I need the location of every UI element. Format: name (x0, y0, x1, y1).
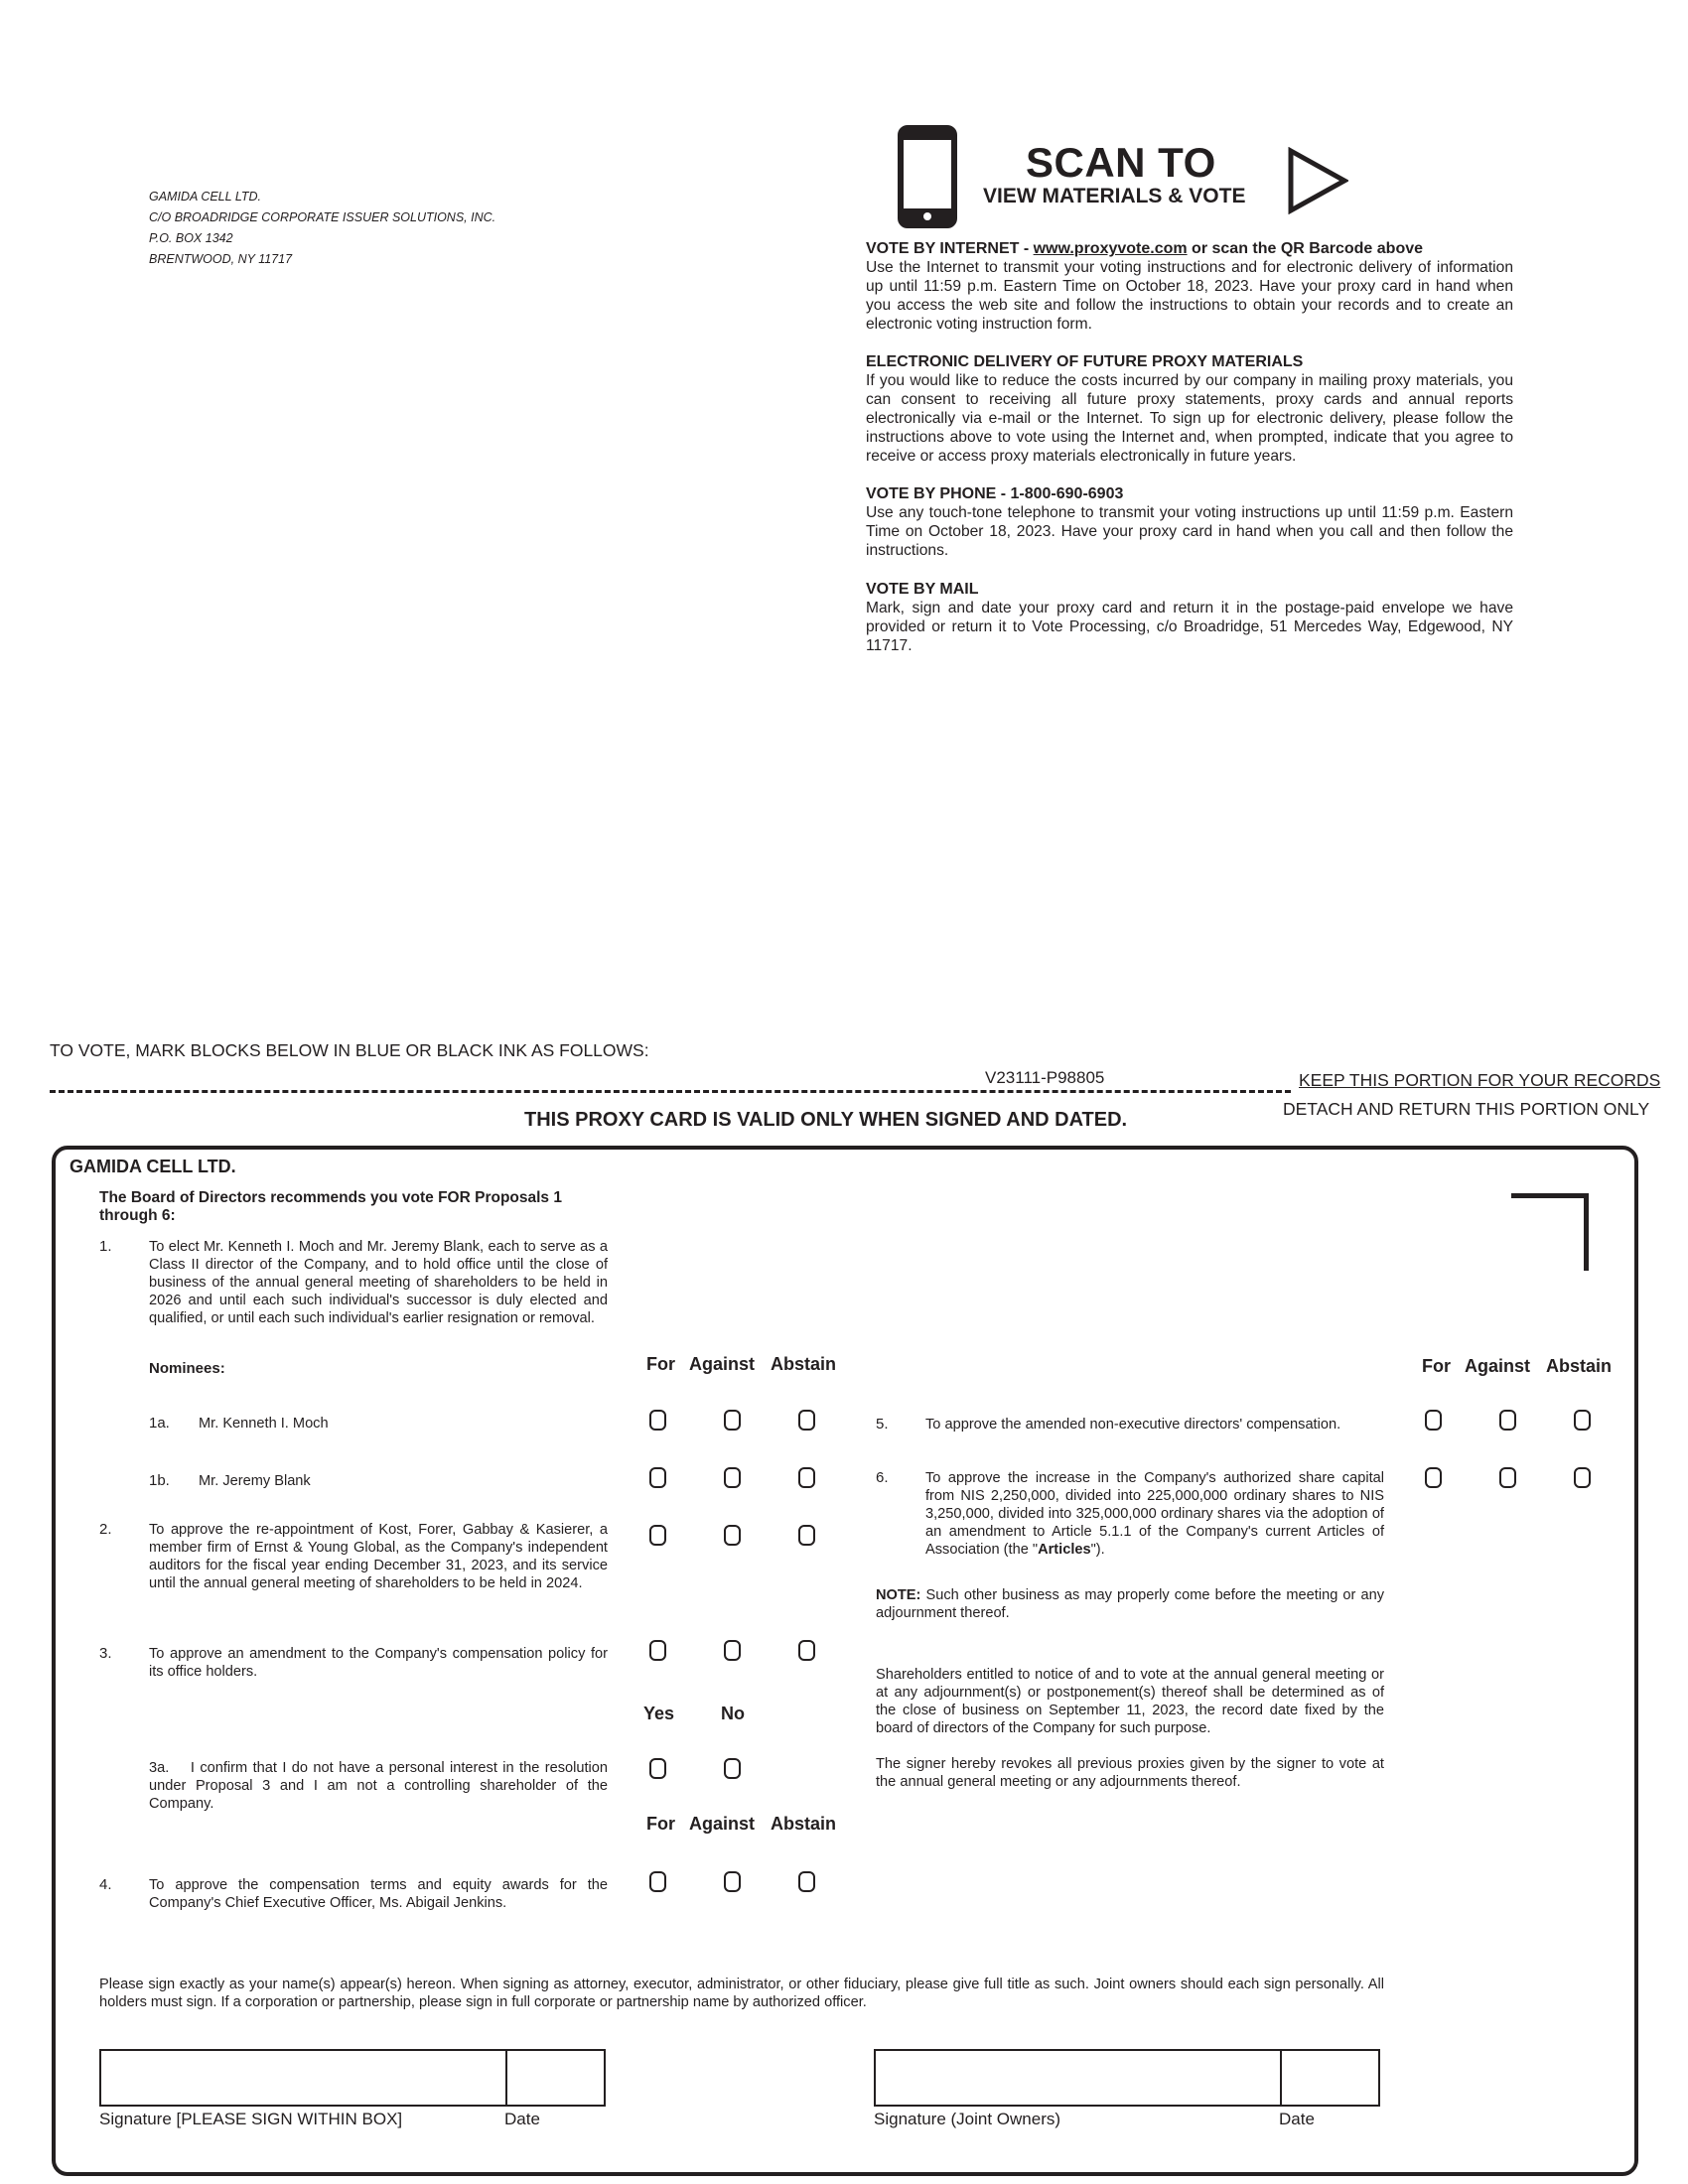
proposal-number: 3a. (149, 1760, 170, 1776)
vote-internet-suffix: or scan the QR Barcode above (1187, 240, 1424, 257)
col-header-against: Against (689, 1814, 756, 1834)
p6-against-checkbox[interactable] (1499, 1467, 1516, 1488)
proxyvote-link[interactable]: www.proxyvote.com (1033, 240, 1188, 257)
p6-for-checkbox[interactable] (1425, 1467, 1442, 1488)
col-header-abstain: Abstain (771, 1354, 837, 1374)
vote-phone-body: Use any touch-tone telephone to transmit your voting instructions up until 11:59 p.m. Eastern Time on October 18, 2023. Have your proxy card in hand when you call and then follow the instructions. (866, 504, 1513, 559)
p1a-for-checkbox[interactable] (649, 1410, 666, 1431)
smartphone-icon (898, 125, 957, 228)
proposal-1-text: To elect Mr. Kenneth I. Moch and Mr. Jeremy Blank, each to serve as a Class II director of the Company, and to hold office until the close of business of the annual general meeting of shareholders to be held in 2026 and until each such individual's successor is duly elected and qualified, or until each such individual's earlier resignation or removal. (149, 1239, 608, 1326)
p2-for-checkbox[interactable] (649, 1525, 666, 1546)
date-divider (505, 2051, 507, 2105)
detach-portion-label: DETACH AND RETURN THIS PORTION ONLY (1283, 1099, 1650, 1119)
p3a-yes-checkbox[interactable] (649, 1758, 666, 1779)
record-date-note: Shareholders entitled to notice of and to vote at the annual general meeting or at any adjournment(s) or postponement(s) thereof shall be determined as of the close of business on September 11, 2023, the record date fixed by the board of directors of the Company for such purpose. (876, 1667, 1384, 1736)
nominee-1a-name: Mr. Kenneth I. Moch (199, 1416, 329, 1432)
p4-abstain-checkbox[interactable] (798, 1871, 815, 1892)
col-header-against: Against (1465, 1356, 1531, 1376)
board-recommendation: The Board of Directors recommends you vote FOR Proposals 1 through 6: (99, 1189, 562, 1224)
proposal-3-text: To approve an amendment to the Company's compensation policy for its office holders. (149, 1646, 608, 1680)
vote-internet-heading (866, 239, 1513, 258)
address-line: C/O BROADRIDGE CORPORATE ISSUER SOLUTIONS, INC. (149, 210, 496, 224)
vote-mail-section (866, 580, 1513, 655)
articles-term: Articles (1038, 1542, 1091, 1558)
note-label: NOTE: (876, 1587, 921, 1603)
p3a-no-checkbox[interactable] (724, 1758, 741, 1779)
electronic-delivery-body: If you would like to reduce the costs incurred by our company in mailing proxy materials, you can consent to receiving all future proxy statements, proxy cards and annual reports electronically via e-mail or the Internet. To sign up for electronic delivery, please follow the instructions above to vote using the Internet and, when prompted, indicate that you agree to receive or access proxy materials electronically in future years. (866, 372, 1513, 465)
address-line: GAMIDA CELL LTD. (149, 190, 261, 204)
vote-internet-body: Use the Internet to transmit your voting instructions and for electronic delivery of information up until 11:59 p.m. Eastern Time on October 18, 2023. Have your proxy card in hand when you access the web site and follow the instructions to obtain your records and to create an electronic voting instruction form. (866, 259, 1513, 333)
p1b-for-checkbox[interactable] (649, 1467, 666, 1488)
electronic-delivery-heading: ELECTRONIC DELIVERY OF FUTURE PROXY MATERIALS (866, 353, 1304, 370)
keep-portion-label: KEEP THIS PORTION FOR YOUR RECORDS (1299, 1070, 1661, 1090)
p1b-abstain-checkbox[interactable] (798, 1467, 815, 1488)
p1b-against-checkbox[interactable] (724, 1467, 741, 1488)
scan-subtitle: VIEW MATERIALS & VOTE (983, 185, 1246, 207)
proposal-6-text (925, 1469, 1384, 1559)
p1a-abstain-checkbox[interactable] (798, 1410, 815, 1431)
proposal-2-text: To approve the re-appointment of Kost, Forer, Gabbay & Kasierer, a member firm of Ernst & Young Global, as the Company's independent auditors for the fiscal year ending December 31, 2023, and its service until the annual general meeting of shareholders to be held in 2024. (149, 1522, 608, 1591)
col-header-against: Against (689, 1354, 756, 1374)
proposal-number: 4. (99, 1876, 112, 1893)
signature-box[interactable] (99, 2049, 606, 2107)
p2-against-checkbox[interactable] (724, 1525, 741, 1546)
control-code: V23111-P98805 (985, 1068, 1105, 1087)
scan-title: SCAN TO (1026, 139, 1216, 186)
proposal-number: 3. (99, 1645, 112, 1662)
p1a-against-checkbox[interactable] (724, 1410, 741, 1431)
p3-for-checkbox[interactable] (649, 1640, 666, 1661)
detach-line (50, 1090, 1291, 1093)
joint-signature-label: Signature (Joint Owners) (874, 2110, 1061, 2128)
col-header-for: For (1422, 1356, 1451, 1376)
p6-abstain-checkbox[interactable] (1574, 1467, 1591, 1488)
col-header-abstain: Abstain (771, 1814, 837, 1834)
p5-against-checkbox[interactable] (1499, 1410, 1516, 1431)
proposal-3a-statement: I confirm that I do not have a personal interest in the resolution under Proposal 3 and I am not a controlling shareholder of the Company. (149, 1760, 608, 1812)
proposal-4-text: To approve the compensation terms and equity awards for the Company's Chief Executive Officer, Ms. Abigail Jenkins. (149, 1877, 608, 1911)
card-company-name: GAMIDA CELL LTD. (70, 1157, 236, 1176)
vote-phone-section (866, 484, 1513, 560)
nominees-label: Nominees: (149, 1360, 225, 1377)
validity-notice: THIS PROXY CARD IS VALID ONLY WHEN SIGNED AND DATED. (524, 1109, 1128, 1131)
proposal-number: 5. (876, 1416, 889, 1433)
address-line: BRENTWOOD, NY 11717 (149, 252, 293, 266)
registration-corner-mark (1511, 1193, 1589, 1271)
p5-abstain-checkbox[interactable] (1574, 1410, 1591, 1431)
note-text: Such other business as may properly come before the meeting or any adjournment thereof. (876, 1587, 1384, 1621)
proposal-number: 2. (99, 1521, 112, 1538)
signature-label: Signature [PLEASE SIGN WITHIN BOX] (99, 2110, 403, 2128)
proposal-number: 6. (876, 1469, 889, 1486)
p3-abstain-checkbox[interactable] (798, 1640, 815, 1661)
proposal-6-text-a: To approve the increase in the Company's authorized share capital from NIS 2,250,000, divided into 225,000,000 ordinary shares to NIS 3,250,000, divided into 325,000,000 ordinary shares via the adoption of an amendment to Article 5.1.1 of the Company's current Articles of Association (the " (925, 1470, 1384, 1558)
electronic-delivery-section (866, 352, 1513, 466)
col-header-abstain: Abstain (1546, 1356, 1613, 1376)
proposal-3a-text (149, 1759, 608, 1813)
proposal-6-text-b: "). (1090, 1542, 1105, 1558)
p2-abstain-checkbox[interactable] (798, 1525, 815, 1546)
signing-instructions: Please sign exactly as your name(s) appear(s) hereon. When signing as attorney, executor, administrator, or other fiduciary, please give full title as such. Joint owners should each sign personally. All holders must sign. If a corporation or partnership, please sign in full corporate or partnership name by authorized officer. (99, 1977, 1384, 2010)
proposal-number: 1b. (149, 1472, 170, 1489)
p4-against-checkbox[interactable] (724, 1871, 741, 1892)
col-header-for: For (646, 1354, 675, 1374)
other-business-note (876, 1586, 1384, 1622)
proposal-5-text: To approve the amended non-executive directors' compensation. (925, 1417, 1341, 1433)
address-line: P.O. BOX 1342 (149, 231, 233, 245)
col-header-no: No (721, 1704, 745, 1723)
vote-internet-label: VOTE BY INTERNET - (866, 240, 1034, 257)
nominee-1b-name: Mr. Jeremy Blank (199, 1473, 311, 1489)
play-arrow-icon (1287, 147, 1348, 214)
proposal-number: 1. (99, 1238, 112, 1255)
vote-phone-heading: VOTE BY PHONE - 1-800-690-6903 (866, 485, 1124, 502)
revocation-note: The signer hereby revokes all previous proxies given by the signer to vote at the annual general meeting or any adjournments thereof. (876, 1756, 1384, 1790)
proposal-number: 1a. (149, 1415, 170, 1432)
vote-mail-heading: VOTE BY MAIL (866, 581, 979, 598)
p3-against-checkbox[interactable] (724, 1640, 741, 1661)
p5-for-checkbox[interactable] (1425, 1410, 1442, 1431)
joint-signature-box[interactable] (874, 2049, 1380, 2107)
mailing-address (149, 187, 495, 270)
date-label: Date (504, 2110, 540, 2128)
vote-mail-body: Mark, sign and date your proxy card and return it in the postage-paid envelope we have provided or return it to Vote Processing, c/o Broadridge, 51 Mercedes Way, Edgewood, NY 11717. (866, 600, 1513, 654)
col-header-for: For (646, 1814, 675, 1834)
date-divider (1280, 2051, 1282, 2105)
joint-date-label: Date (1279, 2110, 1315, 2128)
col-header-yes: Yes (643, 1704, 675, 1723)
vote-internet-section (866, 239, 1513, 334)
p4-for-checkbox[interactable] (649, 1871, 666, 1892)
mark-instructions: TO VOTE, MARK BLOCKS BELOW IN BLUE OR BLACK INK AS FOLLOWS: (50, 1040, 649, 1060)
